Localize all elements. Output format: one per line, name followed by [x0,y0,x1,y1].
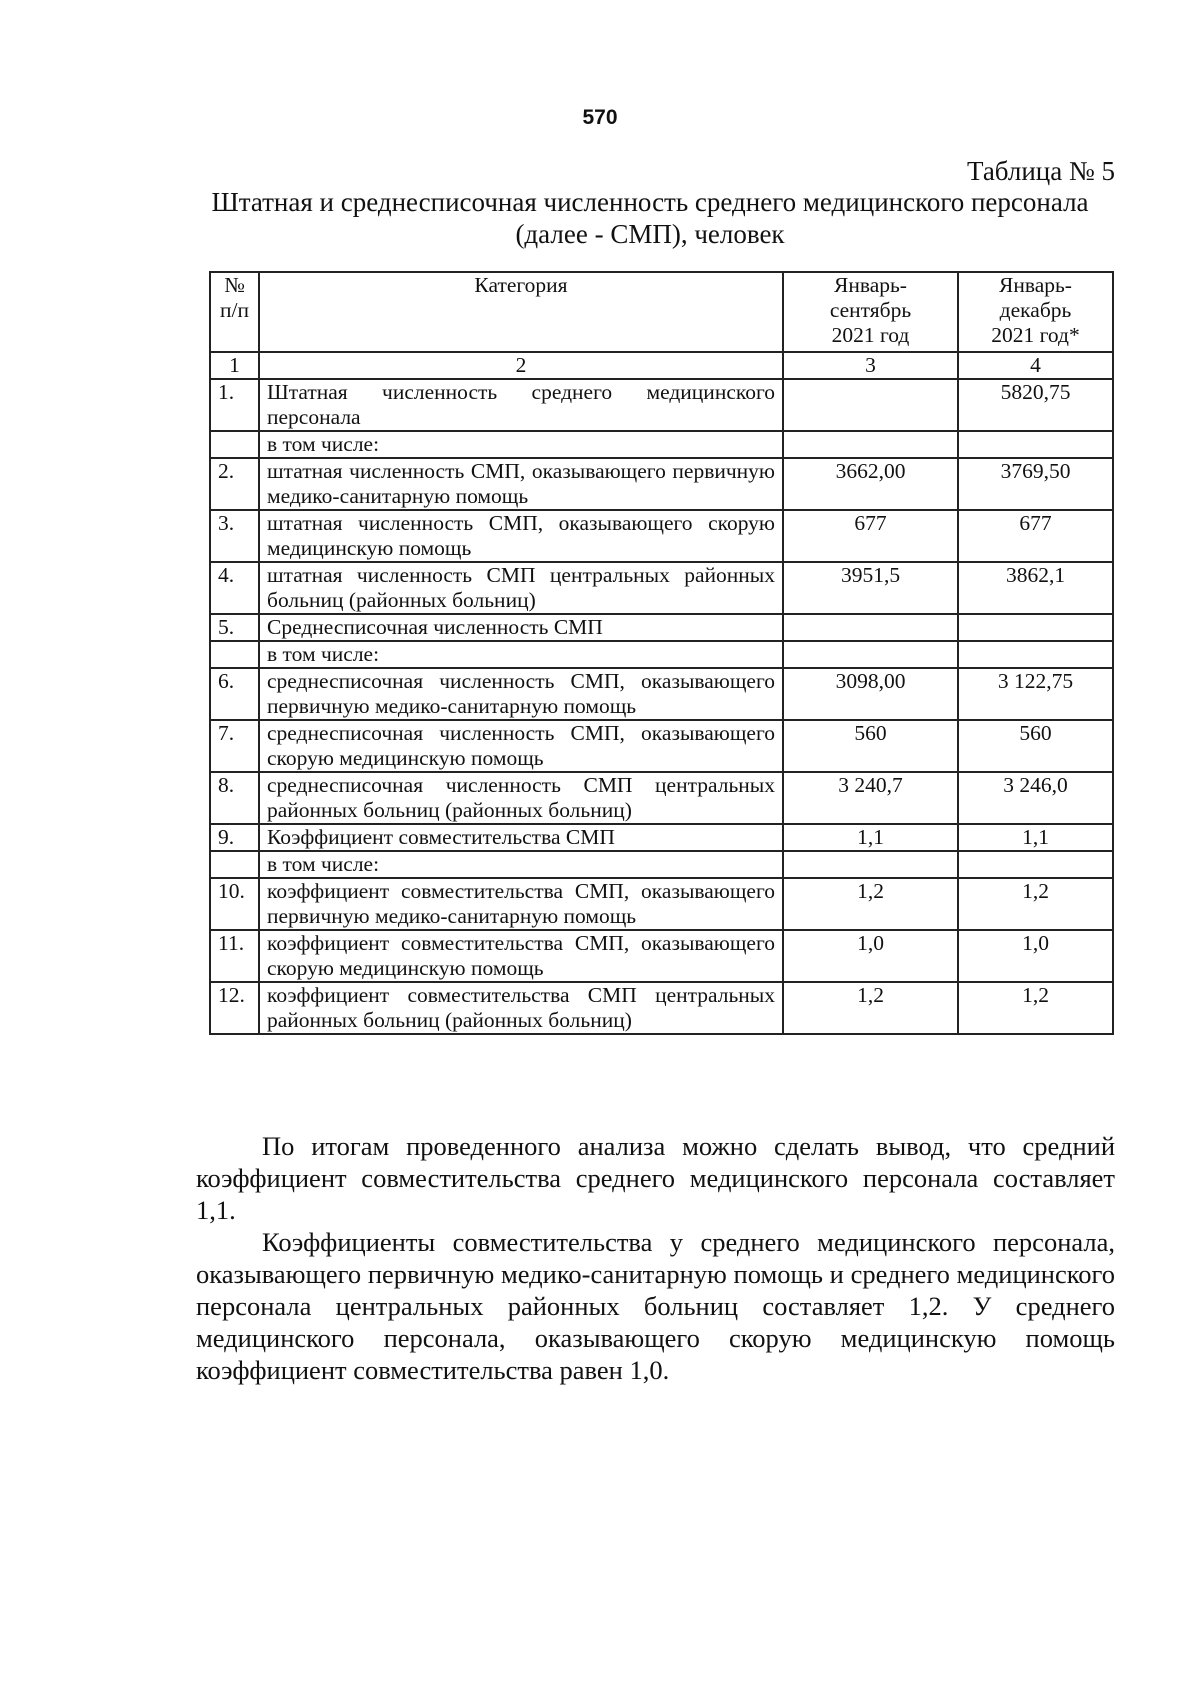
row-number: 11. [210,930,259,982]
row-jan-dec-value: 5820,75 [958,379,1113,431]
row-jan-dec-value: 677 [958,510,1113,562]
row-number: 3. [210,510,259,562]
table-row [210,720,1113,772]
table-title-line-2: (далее - СМП), человек [515,219,785,249]
table-row [210,824,1113,851]
row-jan-sep-value [783,614,958,641]
row-jan-sep-value: 3951,5 [783,562,958,614]
header-jan-dec-line: Январь- [999,273,1072,297]
header-jan-sep [783,272,958,352]
row-jan-sep-value: 3098,00 [783,668,958,720]
table-row [210,851,1113,878]
table-row [210,458,1113,510]
table-row [210,878,1113,930]
row-category: штатная численность СМП, оказывающего скорую медицинскую помощь [259,510,783,562]
header-category [259,272,783,352]
header-jan-dec [958,272,1113,352]
table-row [210,614,1113,641]
table-row [210,510,1113,562]
row-jan-sep-value: 677 [783,510,958,562]
header-jan-sep-line: Январь- [834,273,907,297]
row-jan-sep-value: 560 [783,720,958,772]
header-category-line: Категория [474,273,568,297]
row-jan-dec-value: 1,1 [958,824,1113,851]
row-jan-dec-value [958,851,1113,878]
staffing-table [209,271,1114,1035]
row-category: среднесписочная численность СМП, оказывающего скорую медицинскую помощь [259,720,783,772]
table-row [210,930,1113,982]
row-jan-sep-value: 3 240,7 [783,772,958,824]
row-jan-dec-value: 3 122,75 [958,668,1113,720]
table-row [210,668,1113,720]
row-jan-sep-value: 1,2 [783,878,958,930]
row-jan-dec-value: 1,2 [958,982,1113,1034]
row-category: коэффициент совместительства СМП, оказывающего скорую медицинскую помощь [259,930,783,982]
row-jan-dec-value: 1,0 [958,930,1113,982]
column-number: 3 [783,352,958,379]
row-jan-sep-value [783,641,958,668]
row-jan-sep-value: 1,2 [783,982,958,1034]
header-jan-sep-line: сентябрь [829,298,912,322]
row-number [210,431,259,458]
row-jan-sep-value [783,431,958,458]
row-jan-sep-value [783,379,958,431]
column-number-row [210,352,1113,379]
row-jan-sep-value: 1,0 [783,930,958,982]
table-row [210,982,1113,1034]
row-number [210,641,259,668]
table-row [210,562,1113,614]
row-jan-dec-value: 3 246,0 [958,772,1113,824]
paragraph: По итогам проведенного анализа можно сделать вывод, что средний коэффициент совместительства среднего медицинского персонала составляет 1,1. [196,1131,1115,1225]
table-header-row [210,272,1113,352]
column-number: 1 [210,352,259,379]
row-number [210,851,259,878]
row-jan-dec-value [958,431,1113,458]
row-category: Коэффициент совместительства СМП [259,824,783,851]
table-row [210,379,1113,431]
row-category: среднесписочная численность СМП центральных районных больниц (районных больниц) [259,772,783,824]
row-category: коэффициент совместительства СМП, оказывающего первичную медико-санитарную помощь [259,878,783,930]
table-row [210,772,1113,824]
row-jan-dec-value: 560 [958,720,1113,772]
row-category: штатная численность СМП центральных районных больниц (районных больниц) [259,562,783,614]
row-jan-dec-value: 3769,50 [958,458,1113,510]
row-jan-sep-value: 1,1 [783,824,958,851]
row-jan-dec-value [958,614,1113,641]
table-row [210,641,1113,668]
row-category: Штатная численность среднего медицинского персонала [259,379,783,431]
page-number: 570 [582,106,618,129]
row-category: среднесписочная численность СМП, оказывающего первичную медико-санитарную помощь [259,668,783,720]
row-number: 5. [210,614,259,641]
table-row [210,431,1113,458]
row-number: 8. [210,772,259,824]
row-number: 6. [210,668,259,720]
row-number: 10. [210,878,259,930]
row-number: 1. [210,379,259,431]
row-category: Среднесписочная численность СМП [259,614,783,641]
row-category: коэффициент совместительства СМП центральных районных больниц (районных больниц) [259,982,783,1034]
row-number: 4. [210,562,259,614]
row-jan-sep-value: 3662,00 [783,458,958,510]
row-category: в том числе: [259,431,783,458]
row-category: штатная численность СМП, оказывающего первичную медико-санитарную помощь [259,458,783,510]
row-jan-sep-value [783,851,958,878]
conclusion-text [196,1130,1115,1386]
row-number: 9. [210,824,259,851]
row-number: 7. [210,720,259,772]
paragraph: Коэффициенты совместительства у среднего медицинского персонала, оказывающего первичную медико-санитарную помощь и среднего медицинского персонала центральных районных больниц составляет 1,2. У среднего медицинского персонала, оказывающего скорую медицинскую помощь коэффициент совместительства равен 1,0. [196,1227,1115,1385]
table-title-line-1: Штатная и среднесписочная численность среднего медицинского персонала [211,187,1089,217]
column-number: 4 [958,352,1113,379]
header-jan-dec-line: декабрь [999,298,1072,322]
header-number-line: п/п [220,298,249,322]
table-title [200,186,1100,250]
row-jan-dec-value [958,641,1113,668]
row-number: 12. [210,982,259,1034]
row-category: в том числе: [259,851,783,878]
header-number-line: № [224,273,245,297]
row-number: 2. [210,458,259,510]
header-jan-sep-line: 2021 год [831,323,910,347]
row-jan-dec-value: 3862,1 [958,562,1113,614]
table-label: Таблица № 5 [967,156,1115,186]
row-category: в том числе: [259,641,783,668]
header-jan-dec-line: 2021 год* [991,323,1080,347]
row-jan-dec-value: 1,2 [958,878,1113,930]
column-number: 2 [259,352,783,379]
header-number [210,272,259,352]
